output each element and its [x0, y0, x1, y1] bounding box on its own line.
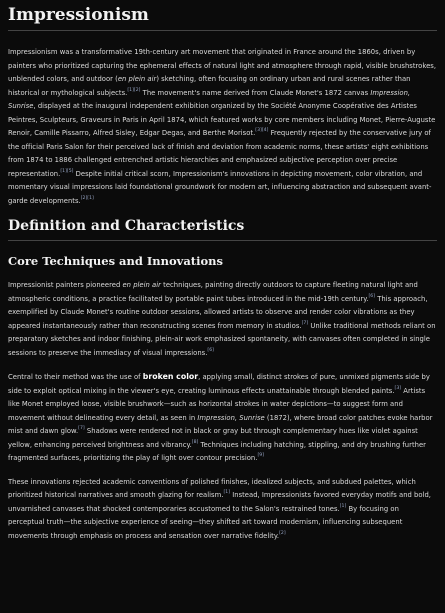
citation-link[interactable]: [1] [223, 490, 231, 495]
section-divider [8, 240, 437, 241]
body-text: These innovations rejected academic conventions of polished finishes, idealized subjects, and subdued palettes, which prioritized historical narratives and smooth glazing for realism. [8, 477, 416, 499]
intro-text: ) sketching, often focusing on ordinary urban and rural scenes rather than historical or mythological subjects. [8, 75, 411, 97]
body-term-bold: broken color [142, 372, 199, 381]
body-text: By focusing on perceptual truth—the subjective experience of seeing—they shifted art toward modernism, influencing subsequent movements through emphasis on process and sensation over narrative fidelity. [8, 504, 403, 540]
citation-link[interactable]: [6] [368, 293, 376, 299]
intro-text: Despite initial critical scorn, Impressionism's innovations in depicting movement, color vibration, and momentary visual impressions laid foundational groundwork for modern art, influencing abstraction and subsequent avant-garde developments. [8, 169, 432, 205]
citation-link[interactable]: [1][5] [60, 168, 74, 174]
body-text: Central to their method was the use of [8, 373, 143, 381]
citation-link[interactable]: [3] [394, 385, 402, 391]
body-text: Artists like Monet employed loose, visible brushwork—such as horizontal strokes in water depictions—to suggest form and movement without delineating every detail, as seen in [8, 386, 426, 422]
body-paragraph [8, 476, 437, 544]
citation-link[interactable]: [8] [191, 439, 199, 445]
citation-link[interactable]: [7] [78, 426, 85, 431]
citation-link[interactable]: [7] [301, 320, 309, 326]
intro-text: , displayed at the inaugural independent exhibition organized by the Société Anonyme Coopérative des Artistes Peintres, Sculpteurs, Graveurs in Paris in April 1874, which featured works by core members including Monet, Pierre-Auguste Renoir, Camille Pissarro, Alfred Sisley, Edgar Degas, and Berthe Morisot. [8, 102, 436, 137]
body-paragraph [8, 279, 437, 360]
title-divider [8, 30, 437, 31]
intro-term: en plein air [117, 75, 157, 83]
page-title: Impressionism [8, 5, 149, 25]
body-text: Techniques including hatching, stippling, and dry brushing further fragmented surfaces, prioritizing the play of light over contour precision. [8, 440, 426, 462]
body-text: Unlike traditional methods reliant on preparatory sketches and indoor finishing, plein-air work emphasized spontaneity, with canvases often completed in single sessions to preserve the immediacy of visual impressions. [8, 321, 436, 357]
subsection-heading: Core Techniques and Innovations [8, 254, 223, 268]
body-term: en plein air [122, 281, 161, 289]
citation-link[interactable]: [3][4] [255, 128, 269, 133]
body-text: (1872), where broad color patches evoke harbor mist and dawn glow. [8, 413, 433, 435]
citation-link[interactable]: [6] [207, 347, 214, 353]
intro-text: The movement's name derived from Claude Monet's 1872 canvas [140, 88, 371, 97]
body-text: Instead, Impressionists favored everyday motifs and bold, unvarnished canvases that shocked contemporaries accustomed to the Salon's restrained tones. [8, 491, 431, 513]
body-text: Shadows were rendered not in black or gray but through complementary hues like violet against yellow, enhancing perceived brightness and vibrancy. [8, 427, 418, 449]
body-text: This approach, exemplified by Claude Monet's routine outdoor sessions, allowed artists to observe and render color vibrations as they appeared instantaneously rather than reconstructing scenes from memory in studios. [8, 294, 428, 330]
body-text: , applying small, distinct strokes of pure, unmixed pigments side by side to exploit optical mixing in the viewer's eye, creating luminous effects unattainable through blended paints. [8, 373, 430, 395]
artwork-title: Impression, Sunrise [197, 413, 265, 422]
section-heading: Definition and Characteristics [8, 218, 245, 234]
body-text: Impressionist painters pioneered [8, 281, 123, 289]
artwork-title: Impression, Sunrise [8, 88, 411, 110]
citation-link[interactable]: [1] [339, 503, 347, 509]
intro-text: Frequently rejected by the conservative jury of the official Paris Salon for their perceived lack of finish and deviation from academic norms, these artists' eight exhibitions from 1874 to 1886 challenged entrenched artistic hierarchies and emphasized subjective perception over precise representation. [8, 129, 431, 178]
intro-text: Impressionism was a transformative 19th-century art movement that originated in France around the 1860s, driven by painters who prioritized capturing the ephemeral effects of natural light and atmosphere through rapid, visible brushstrokes, unblended colors, and outdoor ( [8, 48, 437, 83]
citation-link[interactable]: [1][2] [127, 87, 141, 93]
body-paragraph [8, 370, 437, 466]
body-text: techniques, painting directly outdoors to capture fleeting natural light and atmospheric conditions, a practice facilitated by portable paint tubes introduced in the mid-19th century. [8, 281, 418, 303]
citation-link[interactable]: [2] [279, 530, 286, 536]
citation-link[interactable]: [9] [257, 453, 265, 458]
intro-paragraph [8, 46, 437, 208]
citation-link[interactable]: [2][1] [80, 195, 94, 201]
